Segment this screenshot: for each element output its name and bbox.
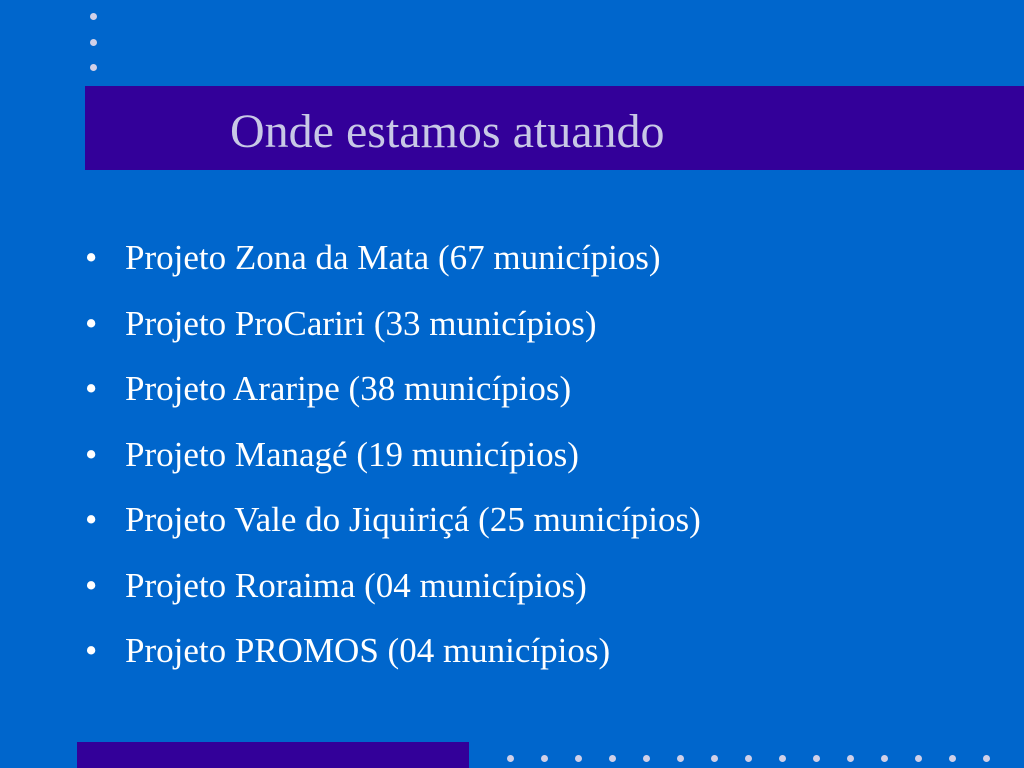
- list-item-text: Projeto ProCariri (33 municípios): [125, 303, 597, 343]
- decor-dot: [779, 755, 786, 762]
- decor-dot: [677, 755, 684, 762]
- decor-dot: [881, 755, 888, 762]
- decor-dot: [813, 755, 820, 762]
- decor-dot: [711, 755, 718, 762]
- decor-dot: [983, 755, 990, 762]
- bullet-icon: •: [85, 238, 98, 277]
- decor-dot: [745, 755, 752, 762]
- bullet-icon: •: [85, 434, 98, 474]
- list-item-text: Projeto Zona da Mata (67 municípios): [125, 238, 661, 277]
- decor-dot: [90, 64, 97, 71]
- decor-dot: [90, 13, 97, 20]
- list-item-text: Projeto Araripe (38 municípios): [125, 369, 572, 408]
- bullet-icon: •: [85, 500, 98, 539]
- decor-dot: [609, 755, 616, 762]
- decor-dot: [90, 39, 97, 46]
- decor-dot: [949, 755, 956, 762]
- decor-dot: [541, 755, 548, 762]
- bullet-icon: •: [85, 631, 98, 670]
- footer-bar: [77, 742, 469, 768]
- list-item-text: Projeto Managé (19 municípios): [125, 434, 579, 474]
- slide-title: Onde estamos atuando: [230, 105, 665, 158]
- list-item-text: Projeto PROMOS (04 municípios): [125, 631, 611, 670]
- decor-dot: [575, 755, 582, 762]
- decor-dot: [847, 755, 854, 762]
- list-item-text: Projeto Roraima (04 municípios): [125, 565, 587, 605]
- bullet-icon: •: [85, 565, 98, 605]
- decor-dot: [643, 755, 650, 762]
- decor-dot: [915, 755, 922, 762]
- bullet-icon: •: [85, 303, 98, 343]
- bullet-icon: •: [85, 369, 98, 408]
- decor-dot: [507, 755, 514, 762]
- list-item-text: Projeto Vale do Jiquiriçá (25 municípios): [125, 500, 701, 539]
